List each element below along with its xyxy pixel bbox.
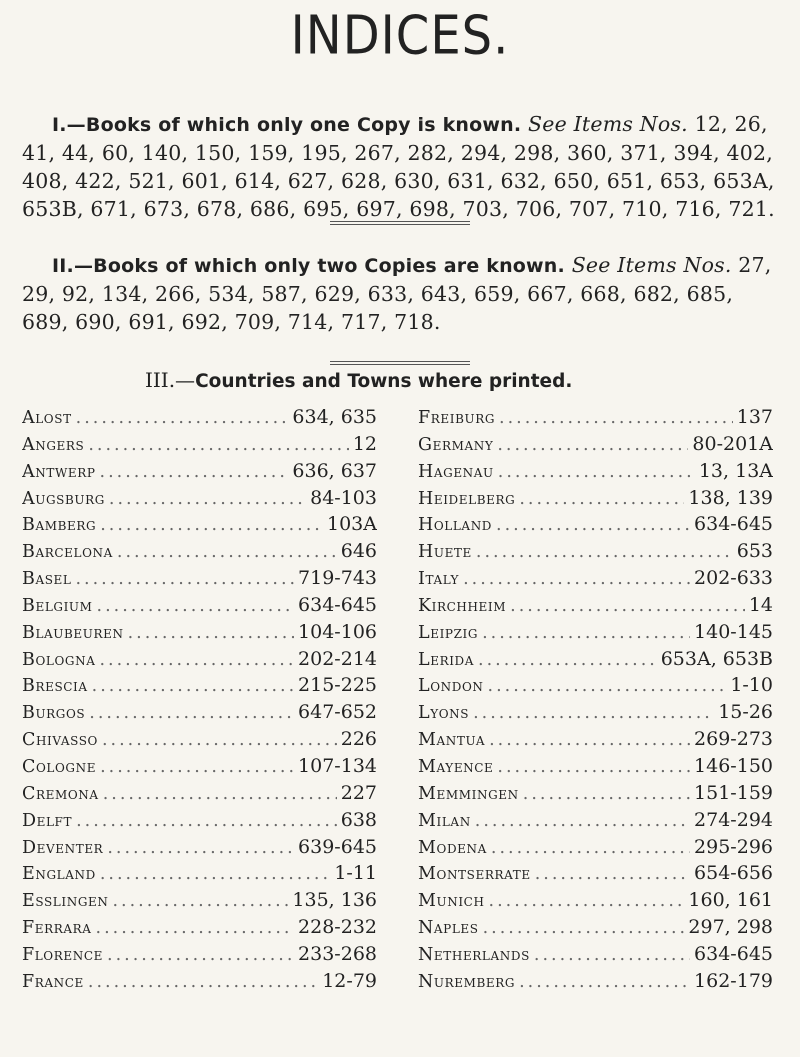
index-entry-place: Antwerp — [22, 461, 96, 482]
index-entry — [418, 460, 773, 487]
index-entry-items: 638 — [340, 808, 377, 831]
index-entry — [418, 540, 773, 567]
leader-dots — [100, 757, 294, 777]
index-entry-place: Milan — [418, 810, 471, 831]
leader-dots — [97, 596, 295, 616]
index-entry-place: Augsburg — [22, 488, 105, 509]
index-entry-place: Delft — [22, 810, 73, 831]
index-entry-items: 107-134 — [298, 754, 377, 777]
leader-dots — [475, 811, 690, 831]
index-entry — [418, 862, 773, 889]
leader-dots — [491, 838, 690, 858]
index-entry-place: Heidelberg — [418, 488, 516, 509]
index-entry-items: 14 — [748, 593, 773, 616]
index-entry-place: Freiburg — [418, 408, 496, 428]
index-entry-place: Nuremberg — [418, 971, 516, 992]
index-entry-items: 634-645 — [298, 593, 377, 616]
index-entry — [22, 621, 377, 648]
index-entry — [418, 970, 773, 997]
index-entry-place: Memmingen — [418, 783, 519, 804]
index-entry — [22, 513, 377, 540]
index-entry-place: Chivasso — [22, 730, 98, 751]
section-one — [22, 110, 782, 223]
index-entry — [22, 943, 377, 970]
leader-dots — [128, 623, 294, 643]
index-entry — [22, 809, 377, 836]
index-entry — [22, 433, 377, 460]
index-entry — [418, 621, 773, 648]
leader-dots — [107, 945, 294, 965]
leader-dots — [107, 838, 294, 858]
leader-dots — [535, 864, 690, 884]
index-entry — [418, 889, 773, 916]
index-entry-place: Cologne — [22, 756, 97, 777]
index-entry-items: 138, 139 — [688, 486, 773, 509]
leader-dots — [519, 489, 684, 509]
index-entry-items: 634-645 — [694, 942, 773, 965]
index-entry-place: Montserrate — [418, 864, 531, 885]
leader-dots — [112, 891, 288, 911]
section-three-heading — [145, 368, 572, 392]
index-entry — [22, 540, 377, 567]
index-entry — [418, 513, 773, 540]
index-entry — [22, 970, 377, 997]
index-entry-place: Hagenau — [418, 461, 494, 482]
index-entry — [22, 567, 377, 594]
index-entry-place: Mayence — [418, 756, 494, 777]
index-entry-items: 160, 161 — [688, 889, 773, 912]
index-entry-place: Modena — [418, 837, 487, 858]
index-entry-items: 227 — [340, 781, 377, 804]
index-entry — [418, 809, 773, 836]
leader-dots — [99, 650, 294, 670]
index-entry-items: 13, 13A — [698, 459, 773, 482]
leader-dots — [463, 569, 690, 589]
index-entry-place: Germany — [418, 434, 494, 455]
index-entry-items: 297, 298 — [688, 916, 773, 939]
index-entry-place: Netherlands — [418, 944, 530, 965]
index-entry — [22, 406, 377, 433]
index-entry-items: 274-294 — [694, 808, 773, 831]
index-entry-place: Naples — [418, 918, 479, 939]
leader-dots — [75, 569, 294, 589]
leader-dots — [88, 972, 318, 992]
index-entry — [22, 916, 377, 943]
index-entry-place: Ferrara — [22, 918, 92, 939]
leader-dots — [96, 918, 295, 938]
index-entry — [418, 836, 773, 863]
index-entry-items: 140-145 — [694, 620, 773, 643]
index-entry-place: Deventer — [22, 837, 104, 858]
index-entry — [22, 728, 377, 755]
section-two-see: See Items Nos. — [571, 253, 732, 277]
index-entry — [22, 674, 377, 701]
index-entry-items: 634, 635 — [292, 406, 377, 428]
index-entry — [22, 862, 377, 889]
index-entry — [418, 916, 773, 943]
section-one-see: See Items Nos. — [528, 112, 688, 136]
index-entry-place: Brescia — [22, 676, 88, 697]
index-entry-place: Huete — [418, 542, 472, 563]
index-entry — [418, 943, 773, 970]
index-entry-place: Barcelona — [22, 542, 113, 563]
leader-dots — [76, 408, 289, 428]
index-entry-items: 636, 637 — [292, 459, 377, 482]
section-one-items: 12, 26, 41, 44, 60, 140, 150, 159, 195, 267, 282, 294, 298, 360, 371, 394, 402, 408, 422, 521, 601, 614, 627, 628, 630, 631, 632, 650, 651, 653, 653A, 653B, 671, 673, 678, 686, 695, 697, 698, 703, 706, 707, 710, 716, 721. — [22, 112, 775, 221]
section-two-heading: II.—Books of which only two Copies are known. — [52, 255, 565, 277]
index-entry-place: Lyons — [418, 703, 470, 724]
index-entry-items: 103A — [327, 513, 377, 536]
index-entry-items: 226 — [340, 728, 377, 751]
index-entry-place: Italy — [418, 569, 460, 590]
index-entry-place: London — [418, 676, 484, 697]
leader-dots — [523, 784, 690, 804]
index-entry — [22, 701, 377, 728]
index-entry-items: 654-656 — [694, 862, 773, 885]
index-entry — [418, 594, 773, 621]
index-entry-items: 1-11 — [334, 862, 377, 885]
index-entry-items: 104-106 — [298, 620, 377, 643]
index-entry-items: 202-633 — [694, 567, 773, 590]
leader-dots — [100, 864, 330, 884]
index-entry — [22, 755, 377, 782]
index-entry-items: 84-103 — [310, 486, 377, 509]
index-entry — [22, 487, 377, 514]
leader-dots — [100, 515, 323, 535]
index-entry-items: 146-150 — [694, 754, 773, 777]
index-entry-items: 1-10 — [730, 674, 773, 697]
index-entry-place: France — [22, 971, 84, 992]
divider-rule — [330, 361, 470, 365]
index-entry — [418, 567, 773, 594]
leader-dots — [117, 542, 337, 562]
leader-dots — [510, 596, 745, 616]
section-two-items: 27, 29, 92, 134, 266, 534, 587, 629, 633, 643, 659, 667, 668, 682, 685, 689, 690, 691, 692, 709, 714, 717, 718. — [22, 253, 772, 334]
index-entry-place: Burgos — [22, 703, 86, 724]
index-entry-items: 228-232 — [298, 916, 377, 939]
index-entry — [22, 648, 377, 675]
index-entry-items: 137 — [736, 406, 773, 428]
leader-dots — [489, 730, 690, 750]
section-three-numeral: III.— — [145, 368, 196, 392]
leader-dots — [534, 945, 690, 965]
leader-dots — [92, 676, 294, 696]
leader-dots — [103, 784, 337, 804]
index-entry-items: 639-645 — [298, 835, 377, 858]
index-entry-place: Lerida — [418, 649, 475, 670]
leader-dots — [89, 703, 294, 723]
page-title: INDICES. — [290, 4, 510, 67]
index-entry-items: 646 — [340, 540, 377, 563]
leader-dots — [473, 703, 714, 723]
index-entry-items: 653 — [736, 540, 773, 563]
leader-dots — [489, 891, 685, 911]
index-entry-items: 80-201A — [692, 432, 773, 455]
leader-dots — [478, 650, 657, 670]
leader-dots — [519, 972, 690, 992]
index-entry — [22, 889, 377, 916]
index-entry-place: Alost — [22, 408, 72, 428]
index-entry-place: Mantua — [418, 730, 486, 751]
index-entry — [418, 674, 773, 701]
index-entry — [22, 836, 377, 863]
index-entry — [418, 648, 773, 675]
index-entry-place: Leipzig — [418, 622, 479, 643]
index-entry-items: 135, 136 — [292, 889, 377, 912]
leader-dots — [497, 757, 690, 777]
index-entry-place: Kirchheim — [418, 595, 507, 616]
left-index-column — [22, 406, 377, 997]
index-entry-items: 215-225 — [298, 674, 377, 697]
index-entry — [418, 782, 773, 809]
index-entry — [418, 487, 773, 514]
leader-dots — [488, 676, 727, 696]
index-entry-place: Angers — [22, 434, 85, 455]
index-entry-place: Holland — [418, 515, 493, 536]
leader-dots — [483, 918, 685, 938]
index-entry-place: Belgium — [22, 595, 93, 616]
leader-dots — [496, 515, 690, 535]
index-entry — [22, 594, 377, 621]
leader-dots — [109, 489, 306, 509]
index-entry-items: 233-268 — [298, 942, 377, 965]
leader-dots — [482, 623, 690, 643]
leader-dots — [88, 435, 348, 455]
index-entry-items: 647-652 — [298, 701, 377, 724]
index-entry-place: Blaubeuren — [22, 622, 124, 643]
leader-dots — [499, 408, 733, 428]
index-entry-place: Munich — [418, 891, 485, 912]
index-entry-place: England — [22, 864, 96, 885]
index-entry-items: 719-743 — [298, 567, 377, 590]
index-entry-items: 295-296 — [694, 835, 773, 858]
index-entry-items: 269-273 — [694, 728, 773, 751]
index-entry-items: 653A, 653B — [660, 647, 773, 670]
index-entry — [418, 755, 773, 782]
leader-dots — [76, 811, 337, 831]
index-entry-items: 202-214 — [298, 647, 377, 670]
index-entry — [418, 433, 773, 460]
index-entry — [22, 782, 377, 809]
divider-rule — [330, 221, 470, 225]
leader-dots — [476, 542, 733, 562]
index-entry-place: Esslingen — [22, 891, 109, 912]
index-entry-items: 634-645 — [694, 513, 773, 536]
index-entry — [22, 460, 377, 487]
index-entry-place: Cremona — [22, 783, 99, 804]
index-entry-place: Bamberg — [22, 515, 97, 536]
index-entry — [418, 701, 773, 728]
section-one-heading: I.—Books of which only one Copy is known. — [52, 114, 522, 136]
index-entry-place: Bologna — [22, 649, 96, 670]
index-entry — [418, 406, 773, 433]
right-index-column — [418, 406, 773, 997]
index-entry-items: 12 — [352, 432, 377, 455]
section-three-title: Countries and Towns where printed. — [195, 371, 573, 392]
index-entry-items: 12-79 — [322, 969, 377, 992]
index-entry — [418, 728, 773, 755]
section-two — [22, 251, 782, 336]
index-entry-items: 15-26 — [718, 701, 773, 724]
leader-dots — [497, 435, 688, 455]
leader-dots — [100, 462, 289, 482]
index-entry-items: 162-179 — [694, 969, 773, 992]
leader-dots — [102, 730, 337, 750]
leader-dots — [498, 462, 695, 482]
index-entry-place: Florence — [22, 944, 103, 965]
index-entry-place: Basel — [22, 569, 72, 590]
index-entry-items: 151-159 — [694, 781, 773, 804]
